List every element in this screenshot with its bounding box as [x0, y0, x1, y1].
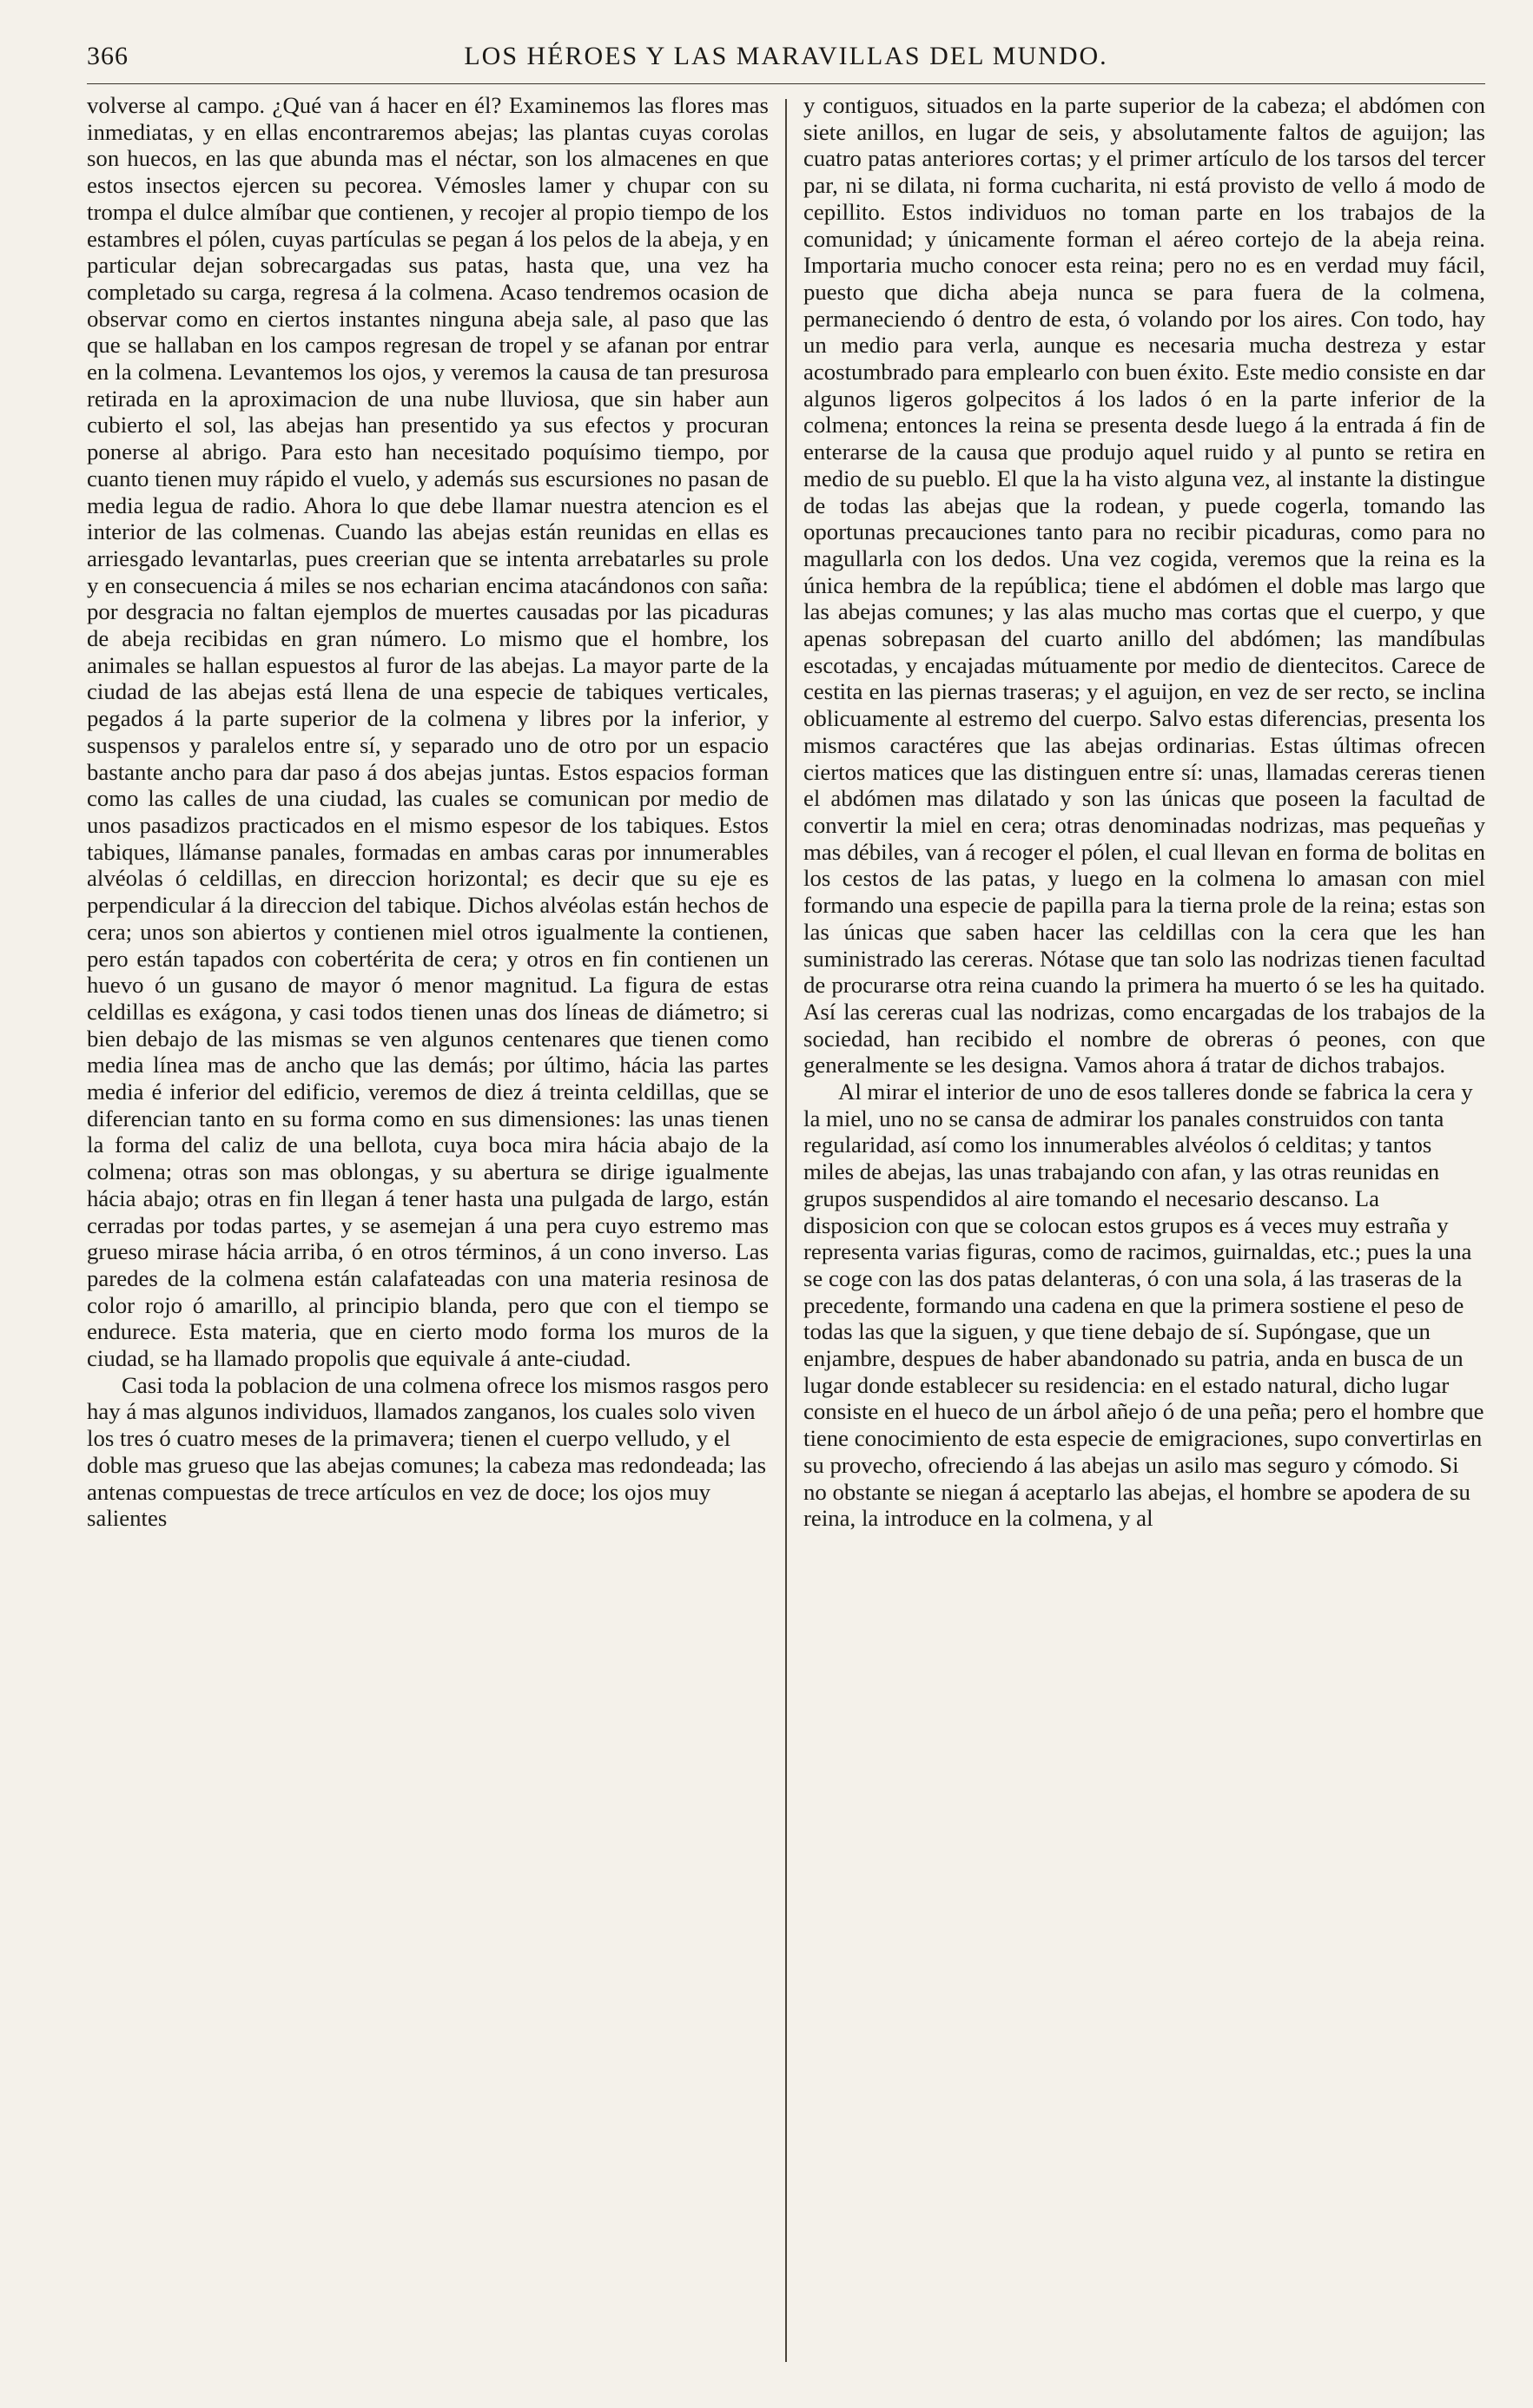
left-paragraph-2: Casi toda la poblacion de una colmena ofrece los mismos rasgos pero hay á mas algunos individuos, llamados zanganos, los cuales solo viven los tres ó cuatro meses de la primavera; tienen el cuerpo velludo, y el doble mas grueso que las abejas comunes; la cabeza mas redondeada; las antenas compuestas de trece artículos en vez de doce; los ojos muy salientes [87, 1371, 769, 1532]
right-paragraph-2: Al mirar el interior de uno de esos talleres donde se fabrica la cera y la miel, uno no se cansa de admirar los panales construidos con tanta regularidad, así como los innumerables alvéolos ó celditas; y tantos miles de abejas, las unas trabajando con afan, y las otras reunidas en grupos suspendidos al aire tomando el necesario descanso. La disposicion con que se colocan estos grupos es á veces muy estraña y representa varias figuras, como de racimos, guirnaldas, etc.; pues la una se coge con las dos patas delanteras, ó con una sola, á las traseras de la precedente, formando una cadena en que la primera sostiene el peso de todas las que la siguen, y que tiene debajo de sí. Supóngase, que un enjambre, despues de haber abandonado su patria, anda en busca de un lugar donde establecer su residencia: en el estado natural, dicho lugar consiste en el hueco de un árbol añejo ó de una peña; pero el hombre que tiene conocimiento de esta especie de emigraciones, supo convertirlas en su provecho, ofreciendo á las abejas un asilo mas seguro y cómodo. Si no obstante se niegan á aceptarlo las abejas, el hombre se apodera de su reina, la introduce en la colmena, y al [803, 1079, 1484, 1532]
page-number: 366 [87, 42, 129, 70]
running-title: LOS HÉROES Y LAS MARAVILLAS DEL MUNDO. [464, 42, 1108, 70]
left-column [87, 92, 769, 2371]
right-paragraph-1: y contiguos, situados en la parte superior de la cabeza; el abdómen con siete anillos, en lugar de seis, y absolutamente faltos de aguijon; las cuatro patas anteriores cortas; y el primer artículo de los tarsos del tercer par, ni se dilata, ni forma cucharita, ni está provisto de vello á modo de cepillito. Estos individuos no toman parte en los trabajos de la comunidad; y únicamente forman el aéreo cortejo de la abeja reina. Importaria mucho conocer esta reina; pero no es en verdad muy fácil, puesto que dicha abeja nunca se para fuera de la colmena, permaneciendo ó dentro de esta, ó volando por los aires. Con todo, hay un medio para verla, aunque es necesaria mucha destreza y estar acostumbrado para emplearlo con buen éxito. Este medio consiste en dar algunos ligeros golpecitos á los lados ó en la parte inferior de la colmena; entonces la reina se presenta desde luego á la entrada á fin de enterarse de la causa que produjo aquel ruido y al punto se retira en medio de su pueblo. El que la ha visto alguna vez, al instante la distingue de todas las abejas que la rodean, y puede cogerla, tomando las oportunas precauciones tanto para no recibir picaduras, como para no magullarla con los dedos. Una vez cogida, veremos que la reina es la única hembra de la república; tiene el abdómen el doble mas largo que las abejas comunes; y las alas mucho mas cortas que el cuerpo, y que apenas sobrepasan del cuarto anillo del abdómen; las mandíbulas escotadas, y encajadas mútuamente por medio de dientecitos. Carece de cestita en las piernas traseras; y el aguijon, en vez de ser recto, se inclina oblicuamente al estremo del cuerpo. Salvo estas diferencias, presenta los mismos caractéres que las abejas ordinarias. Estas últimas ofrecen ciertos matices que las distinguen entre sí: unas, llamadas cereras tienen el abdómen mas dilatado y son las únicas que poseen la facultad de convertir la miel en cera; otras denominadas nodrizas, mas pequeñas y mas débiles, van á recoger el pólen, el cual llevan en forma de bolitas en los cestos de las patas, y luego en la colmena lo amasan con miel formando una especie de papilla para la tierna prole de la reina; estas son las únicas que saben hacer las celdillas con la cera que les han suministrado las cereras. Nótase que tan solo las nodrizas tienen facultad de procurarse otra reina cuando la primera ha muerto ó se les ha quitado. Así las cereras cual las nodrizas, como encargadas de los trabajos de la sociedad, han recibido el nombre de obreras ó peones, con que generalmente se les designa. Vamos ahora á tratar de dichos trabajos. [803, 92, 1485, 1079]
book-page [87, 35, 1485, 2371]
column-divider [785, 99, 787, 2362]
left-paragraph-1: volverse al campo. ¿Qué van á hacer en él? Examinemos las flores mas inmediatas, y en ellas encontraremos abejas; las plantas cuyas corolas son huecos, en las que abunda mas el néctar, son los almacenes en que estos insectos ejercen su pecorea. Vémosles lamer y chupar con su trompa el dulce almíbar que contienen, y recojer al propio tiempo de los estambres el pólen, cuyas partículas se pegan á los pelos de la abeja, y en particular dejan sobrecargadas sus patas, hasta que, una vez ha completado su carga, regresa á la colmena. Acaso tendremos ocasion de observar como en ciertos instantes ninguna abeja sale, al paso que las que se hallaban en los campos regresan de tropel y se afanan por entrar en la colmena. Levantemos los ojos, y veremos la causa de tan presurosa retirada en la aproximacion de una nube lluviosa, que sin haber aun cubierto el sol, las abejas han presentido ya sus efectos y procuran ponerse al abrigo. Para esto han necesitado poquísimo tiempo, por cuanto tienen muy rápido el vuelo, y además sus escursiones no pasan de media legua de radio. Ahora lo que debe llamar nuestra atencion es el interior de las colmenas. Cuando las abejas están reunidas en ellas es arriesgado levantarlas, pues creerian que se intenta arrebatarles su prole y en consecuencia á miles se nos echarian encima atacándonos con saña: por desgracia no faltan ejemplos de muertes causadas por las picaduras de abeja recibidas en gran número. Lo mismo que el hombre, los animales se hallan espuestos al furor de las abejas. La mayor parte de la ciudad de las abejas está llena de una especie de tabiques verticales, pegados á la parte superior de la colmena y libres por la inferior, y suspensos y paralelos entre sí, y separado uno de otro por un espacio bastante ancho para dar paso á dos abejas juntas. Estos espacios forman como las calles de una ciudad, las cuales se comunican por medio de unos pasadizos practicados en el mismo espesor de los tabiques. Estos tabiques, llámanse panales, formadas en ambas caras por innumerables alvéolas ó celdillas, en direccion horizontal; es decir que su eje es perpendicular á la direccion del tabique. Dichos alvéolas están hechos de cera; unos son abiertos y contienen miel otros igualmente la contienen, pero están tapados con cobertérita de cera; y otros en fin contienen un huevo ó un gusano de mayor ó menor magnitud. La figura de estas celdillas es exágona, y casi todos tienen unas dos líneas de diámetro; si bien debajo de las mismas se ven algunos centenares que tienen como media línea mas de ancho que las demás; por último, hácia las partes media é inferior del edificio, veremos de diez á treinta celdillas, que se diferencian tanto en su forma como en sus dimensiones: las unas tienen la forma del caliz de una bellota, cuya boca mira hácia abajo de la colmena; otras son mas oblongas, y su abertura se dirige igualmente hácia abajo; otras en fin llegan á tener hasta una pulgada de largo, están cerradas por todas partes, y se asemejan á una pera cuyo estremo mas grueso mirase hácia arriba, ó en otros términos, á un cono inverso. Las paredes de la colmena están calafateadas con una materia resinosa de color rojo ó amarillo, al principio blanda, pero que con el tiempo se endurece. Esta materia, que en cierto modo forma los muros de la ciudad, se ha llamado propolis que equivale á ante-ciudad. [87, 92, 769, 1372]
right-column [803, 92, 1485, 2371]
text-columns [87, 92, 1485, 2371]
page-header [87, 35, 1485, 84]
